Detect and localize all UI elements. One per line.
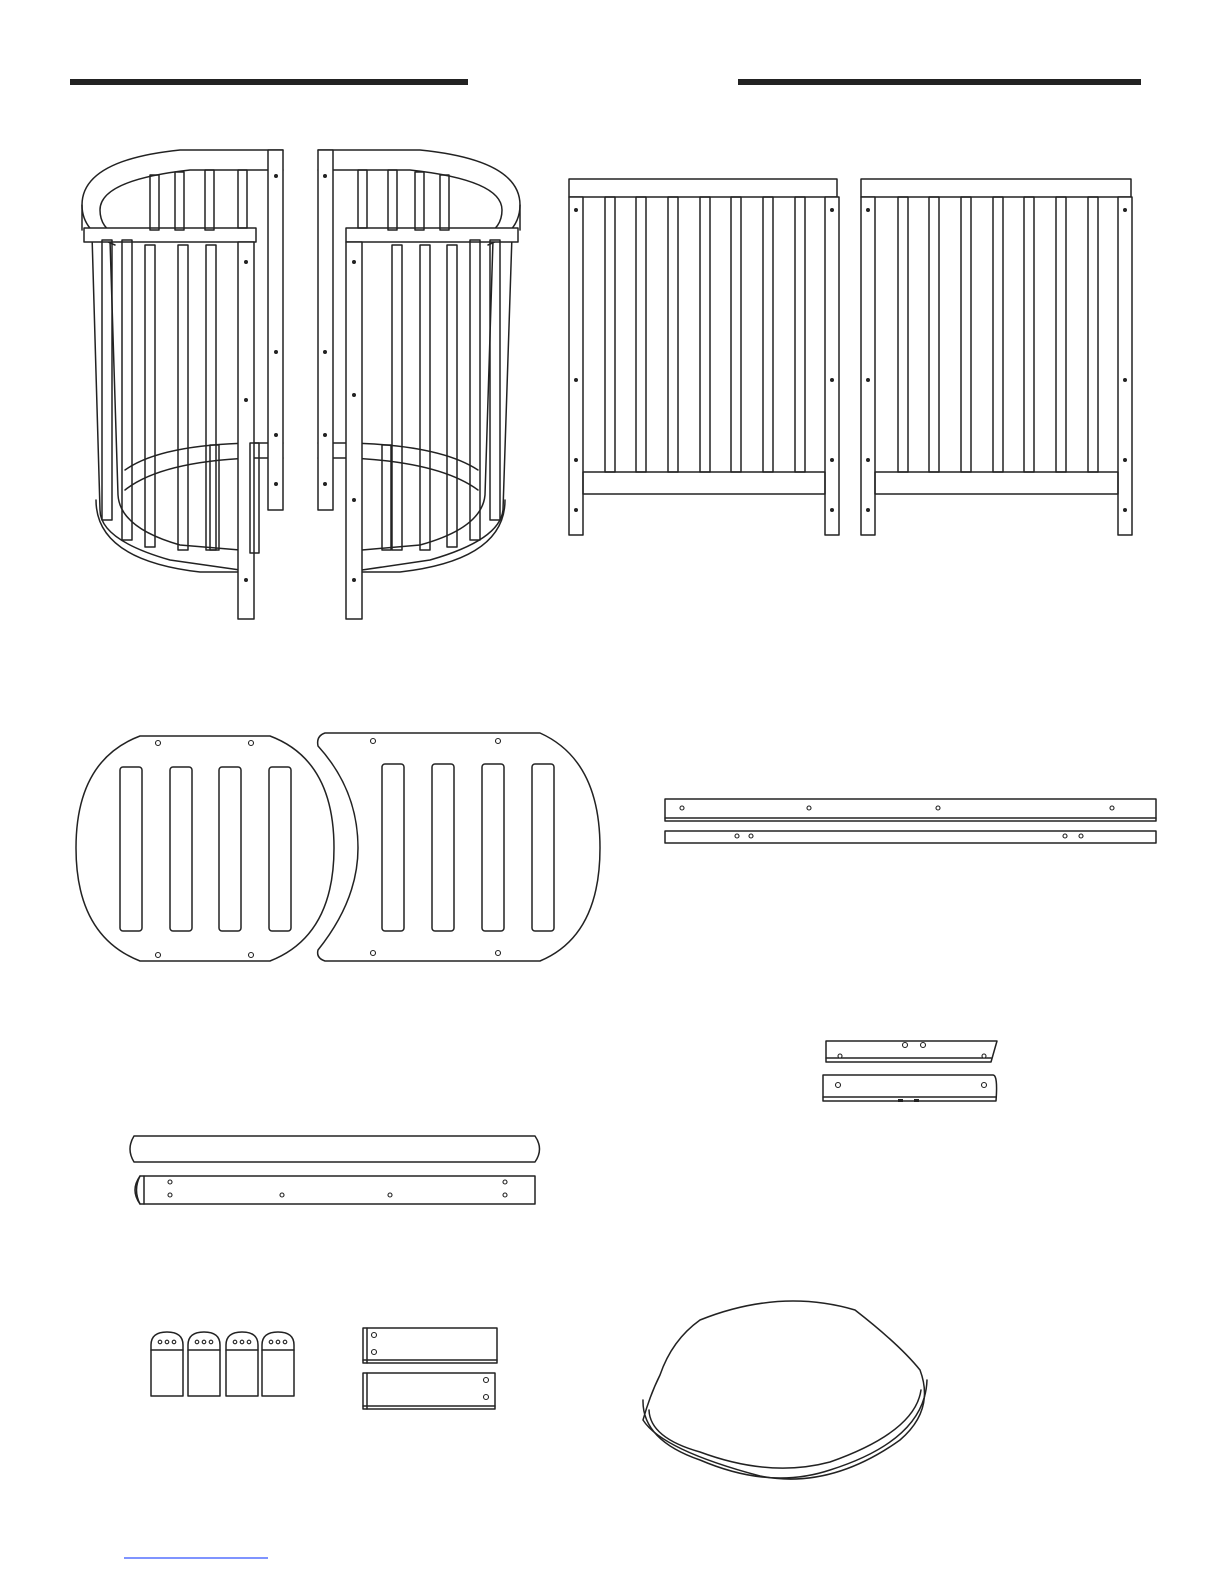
end-board-left — [76, 736, 334, 961]
connector-plates — [363, 1328, 497, 1409]
side-panel-right — [861, 179, 1132, 535]
crib-half-right — [318, 150, 520, 619]
oval-crib-halves — [82, 150, 520, 619]
left-section-bar — [70, 79, 468, 85]
right-section-bar — [738, 79, 1141, 85]
crib-half-left — [82, 150, 283, 619]
long-rails — [665, 799, 1156, 843]
curved-rails — [130, 1136, 540, 1204]
oval-mattress — [643, 1301, 927, 1479]
side-rail-panels — [569, 179, 1132, 535]
end-board-right — [318, 733, 600, 961]
leg-caps — [151, 1332, 294, 1396]
short-brackets — [823, 1041, 997, 1102]
end-boards — [76, 733, 600, 961]
side-panel-left — [569, 179, 839, 535]
